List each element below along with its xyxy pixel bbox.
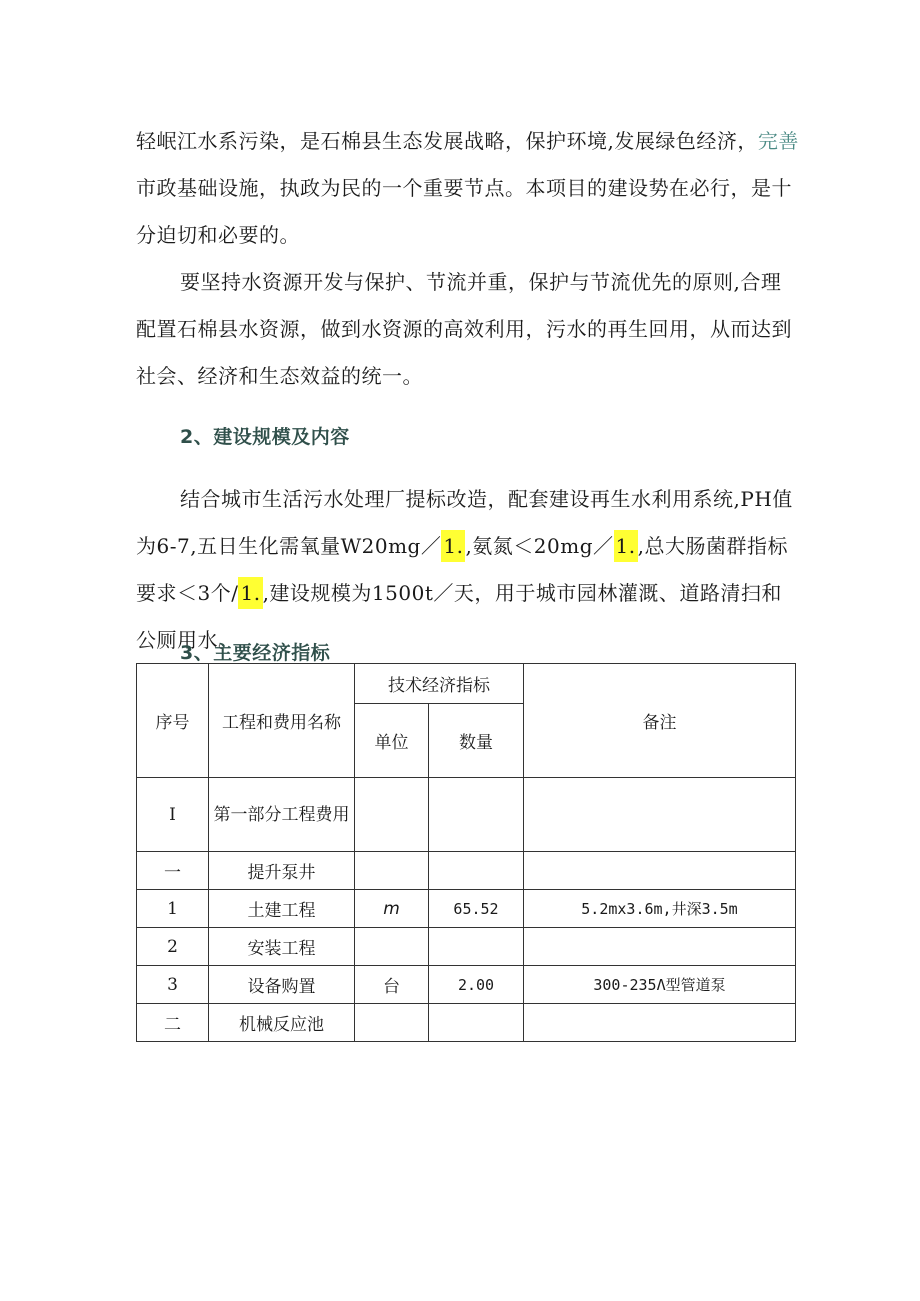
paragraph-water-resources: 要坚持水资源开发与保护、节流并重，保护与节流优先的原则,合理配置石棉县水资源，做到水资源的高效利用，污水的再生回用，从而达到社会、经济和生态效益的统一。	[136, 270, 792, 388]
cell-name: 提升泵井	[209, 852, 355, 890]
paragraph-intro-text: 轻岷江水系污染，是石棉县生态发展战略，保护环境,发展绿色经济，	[136, 129, 758, 153]
scale-text-1: 结合城市生活污水处理厂提标改造，配套建设再生水利用系统,PH值为6-7,五日生化需氧量W20mg／	[136, 487, 793, 558]
header-seq: 序号	[137, 664, 209, 778]
cell-qty	[429, 928, 524, 966]
cell-note	[524, 928, 796, 966]
highlight-mark-2: 1.	[614, 530, 638, 562]
scale-text-2: ,氨氮＜20mg／	[465, 534, 614, 558]
table-row	[137, 1004, 796, 1042]
cell-unit	[355, 778, 429, 852]
cell-seq: 3	[137, 966, 209, 1004]
cell-note	[524, 852, 796, 890]
scale-text-4: ,建设规模为1500t／天，用于城市园林灌溉、道路清扫和公厕用水。	[136, 581, 782, 652]
cell-name: 土建工程	[209, 890, 355, 928]
header-unit: 单位	[355, 704, 429, 778]
table-row	[137, 778, 796, 852]
cell-qty	[429, 778, 524, 852]
economic-indicators-table	[136, 663, 796, 1042]
table-row	[137, 890, 796, 928]
cell-unit	[355, 852, 429, 890]
cell-unit: m	[355, 890, 429, 928]
cell-qty	[429, 1004, 524, 1042]
cell-unit	[355, 1004, 429, 1042]
cell-note	[524, 778, 796, 852]
cell-note	[524, 1004, 796, 1042]
header-name: 工程和费用名称	[209, 664, 355, 778]
cell-name: 设备购置	[209, 966, 355, 1004]
section-heading-scale: 2、建设规模及内容	[180, 426, 350, 448]
cell-seq: 1	[137, 890, 209, 928]
table-row	[137, 966, 796, 1004]
cell-note: 5.2mx3.6m,井深3.5m	[524, 890, 796, 928]
cell-name: 安装工程	[209, 928, 355, 966]
paragraph-intro-highlight-word: 完善	[757, 129, 799, 153]
paragraph-scale-content	[136, 476, 800, 664]
cell-seq: I	[137, 778, 209, 852]
cell-seq: 2	[137, 928, 209, 966]
cell-qty: 65.52	[429, 890, 524, 928]
cell-qty	[429, 852, 524, 890]
table-header-row	[137, 664, 796, 704]
header-note: 备注	[524, 664, 796, 778]
section-heading-indicators: 3、主要经济指标	[180, 642, 331, 664]
highlight-mark-3: 1.	[238, 577, 262, 609]
cell-unit: 台	[355, 966, 429, 1004]
highlight-mark-1: 1.	[441, 530, 465, 562]
cell-name: 第一部分工程费用	[209, 778, 355, 852]
header-tech: 技术经济指标	[355, 664, 524, 704]
table-row	[137, 852, 796, 890]
cell-unit	[355, 928, 429, 966]
table-row	[137, 928, 796, 966]
header-qty: 数量	[429, 704, 524, 778]
cell-name: 机械反应池	[209, 1004, 355, 1042]
paragraph-intro	[136, 118, 800, 259]
paragraph-intro-text-cont: 市政基础设施，执政为民的一个重要节点。本项目的建设势在必行，是十分迫切和必要的。	[136, 176, 792, 247]
cell-seq: 二	[137, 1004, 209, 1042]
cell-seq: 一	[137, 852, 209, 890]
scale-text-3: ,总大肠菌群指标要求＜3个/	[136, 534, 788, 605]
cell-qty: 2.00	[429, 966, 524, 1004]
cell-note: 300-235Λ型管道泵	[524, 966, 796, 1004]
